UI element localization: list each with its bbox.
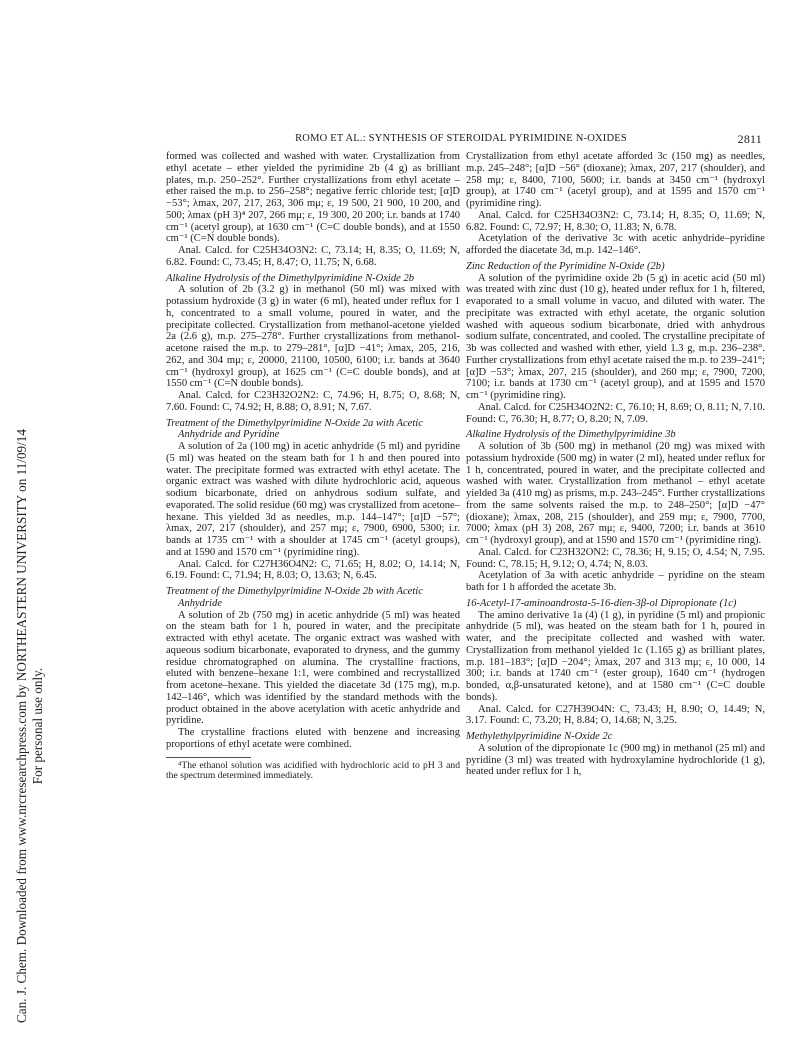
paragraph: A solution of the pyrimidine oxide 2b (5 g) in acetic acid (50 ml) was treated with zinc dust (10 g), heated under reflux for 1 h, filtered, evaporated to a small volume in vacuo, and diluted with water. The precipitate was extracted with ethyl acetate, the organic solution washed with aqueous sodium bicarbonate, dried with anhydrous sodium sulfate, concentrated, and cooled. The crystalline precipitate of 3b was collected and washed with ether, yield 1.3 g, m.p. 236–238°. Further crystallizations from ethyl acetate raised the m.p. to 239–241°; [α]D −53°; λmax, 207, 215 (shoulder), and 260 mμ; ε, 7900, 7200, 7100; i.r. bands at 1730 cm⁻¹ (acetyl group), and at 1595 and 1570 cm⁻¹ (pyrimidine ring).	[466, 272, 765, 401]
footnote-divider	[166, 757, 251, 758]
section-heading: Treatment of the Dimethylpyrimidine N-Oxide 2b with Acetic Anhydride	[166, 586, 423, 609]
running-header	[160, 133, 762, 151]
paragraph: formed was collected and washed with water. Crystallization from ethyl acetate – ether yielded the pyrimidine 2b (4 g) as brilliant plates, m.p. 250–252°. Further crystallizations from ethyl acetate – ether raised the m.p. to 256–258°; negative ferric chloride test; [α]D −53°; λmax, 207, 217, 263, 306 mμ; ε, 19 500, 21 900, 10 200, and 500; λmax (pH 3)⁴ 207, 266 mμ; ε, 19 300, 20 200; i.r. bands at 1740 cm⁻¹ (acetyl group), at 1630 cm⁻¹ (C=C double bonds), and at 1550 cm⁻¹ (C=N double bonds).	[166, 151, 460, 245]
section-heading: Treatment of the Dimethylpyrimidine N-Oxide 2a with Acetic Anhydride and Pyridine	[166, 417, 423, 441]
paragraph: The crystalline fractions eluted with benzene and increasing proportions of ethyl acetate were combined.	[166, 727, 460, 750]
footnote: ⁴The ethanol solution was acidified with hydrochloric acid to pH 3 and the spectrum determined immediately.	[166, 759, 460, 782]
paragraph: The amino derivative 1a (4) (1 g), in pyridine (5 ml) and propionic anhydride (5 ml), was heated on the steam bath for 1 h, poured in water, and the precipitate collected and washed with water. Crystallization from methanol yielded 1c (1.165 g) as brilliant plates, m.p. 181–183°; [α]D −204°; λmax, 207 and 313 mμ; ε, 10 000, 14 300; i.r. bands at 1740 cm⁻¹ (ester group), 1640 cm⁻¹ (hydrogen bonded, α,β-unsaturated ketone), and at 1580 cm⁻¹ (C=C double bonds).	[466, 609, 765, 703]
paragraph: A solution of the dipropionate 1c (900 mg) in methanol (25 ml) and pyridine (3 ml) was treated with hydroxylamine hydrochloride (1 g), heated under reflux for 1 h,	[466, 742, 765, 778]
section-heading: Zinc Reduction of the Pyrimidine N-Oxide (2b)	[466, 260, 665, 272]
paragraph: A solution of 2b (3.2 g) in methanol (50 ml) was mixed with potassium hydroxide (3 g) in water (6 ml), heated under reflux for 1 h, concentrated to a small volume, poured in water, and the precipitate collected. Crystallization from methanol-acetone yielded 2a (2.6 g), m.p. 275–278°. Further crystallizations from methanol-acetone raised the m.p. to 279–281°, [α]D −41°; λmax, 205, 216, 262, and 304 mμ; ε, 20000, 21100, 10500, 6100; i.r. bands at 3640 cm⁻¹ (hydroxyl group), at 1625 cm⁻¹ (C=C double bonds), and at 1550 cm⁻¹ (C=N double bonds).	[166, 284, 460, 390]
paragraph: A solution of 3b (500 mg) in methanol (20 mg) was mixed with potassium hydroxide (500 mg) in water (2 ml), heated under reflux for 1 h, concentrated, poured in water, and the precipitate collected and washed with water. Crystallization from methanol – ethyl acetate yielded 3a (410 mg) as prisms, m.p. 243–245°. Further crystallizations from the same solvents raised the m.p. to 248–250°; [α]D −47° (dioxane); λmax, 208, 215 (shoulder), and 259 mμ; ε, 7900, 7700, 7000; λmax (pH 3) 208, 267 mμ; ε, 9400, 7200; i.r. bands at 3610 cm⁻¹ (hydroxyl group), and at 1590 and 1570 cm⁻¹ (pyrimidine ring).	[466, 441, 765, 546]
paragraph: Acetylation of 3a with acetic anhydride – pyridine on the steam bath for 1 h afforded the acetate 3b.	[466, 570, 765, 593]
section-heading: 16-Acetyl-17-aminoandrosta-5-16-dien-3β-ol Dipropionate (1c)	[466, 597, 737, 609]
analysis-paragraph: Anal. Calcd. for C27H36O4N2: C, 71.65; H, 8.02; O, 14.14; N, 6.19. Found: C, 71.94; H, 8.03; O, 13.63; N, 6.45.	[166, 558, 460, 582]
download-notice-line2: For personal use only.	[30, 667, 45, 785]
download-notice-line1: Can. J. Chem. Downloaded from www.nrcresearchpress.com by NORTHEASTERN UNIVERSITY on 11/09/14	[14, 429, 29, 1024]
analysis-paragraph: Anal. Calcd. for C25H34O3N2: C, 73.14; H, 8.35; O, 11.69; N, 6.82. Found: C, 73.45; H, 8.47; O, 11.75; N, 6.68.	[166, 245, 460, 268]
analysis-paragraph: Anal. Calcd. for C23H32ON2: C, 78.36; H, 9.15; O, 4.54; N, 7.95. Found: C, 78.15; H, 9.12; O, 4.74; N, 8.03.	[466, 546, 765, 570]
section-heading: Alkaline Hydrolysis of the Dimethylpyrimidine 3b	[466, 429, 676, 441]
section-heading: Methylethylpyrimidine N-Oxide 2c	[466, 731, 613, 742]
paragraph: Acetylation of the derivative 3c with acetic anhydride–pyridine afforded the diacetate 3d, m.p. 142–146°.	[466, 233, 765, 256]
analysis-paragraph: Anal. Calcd. for C27H39O4N: C, 73.43; H, 8.90; O, 14.49; N, 3.17. Found: C, 73.20; H, 8.84; O, 14.68; N, 3.25.	[466, 703, 765, 727]
analysis-paragraph: Anal. Calcd. for C23H32O2N2: C, 74.96; H, 8.75; O, 8.68; N, 7.60. Found: C, 74.92; H, 8.88; O, 8.91; N, 7.67.	[166, 390, 460, 413]
page-number: 2811	[737, 132, 762, 146]
running-title: ROMO ET AL.: SYNTHESIS OF STEROIDAL PYRIMIDINE N-OXIDES	[295, 133, 627, 144]
paragraph: Crystallization from ethyl acetate afforded 3c (150 mg) as needles, m.p. 245–248°; [α]D −56° (dioxane); λmax, 207, 217 (shoulder), and 258 mμ; ε, 8400, 7100, 5600; i.r. bands at 3450 cm⁻¹ (hydroxyl group), at 1740 cm⁻¹ (acetyl group), and at 1595 and 1570 cm⁻¹ (pyrimidine ring).	[466, 151, 765, 209]
paragraph: A solution of 2b (750 mg) in acetic anhydride (5 ml) was heated on the steam bath for 1 h, poured in water, and the precipitate extracted with ethyl acetate. The organic extract was washed with aqueous sodium bicarbonate, evaporated to dryness, and the gummy residue chromatographed on alumina. The crystalline fractions, eluted with benzene–hexane 1:1, were combined and recrystallized from acetone–hexane. This yielded the diacetate 3d (175 mg), m.p. 142–146°, which was identified by the standard methods with the product obtained in the above acetylation with acetic anhydride and pyridine.	[166, 609, 460, 727]
paragraph: A solution of 2a (100 mg) in acetic anhydride (5 ml) and pyridine (5 ml) was heated on the steam bath for 1 h and then poured into water. The precipitate formed was extracted with ethyl acetate. The organic extract was washed with dilute hydrochloric acid, aqueous sodium bicarbonate, dried on anhydrous sodium sulfate, and evaporated. The solid residue (60 mg) was crystallized from acetone–hexane. This yielded 3d as needles, m.p. 144–147°; [α]D −57°; λmax, 207, 217 (shoulder), and 257 mμ; ε, 7900, 6900, 5300; i.r. bands at 1735 cm⁻¹ with a shoulder at 1745 cm⁻¹ (acetyl groups), and at 1590 and 1570 cm⁻¹ (pyrimidine ring).	[166, 441, 460, 558]
download-notice-sidebar	[10, 410, 45, 1050]
section-heading: Alkaline Hydrolysis of the Dimethylpyrimidine N-Oxide 2b	[166, 272, 414, 284]
right-column	[466, 151, 765, 778]
left-column	[166, 151, 460, 782]
analysis-paragraph: Anal. Calcd. for C25H34O3N2: C, 73.14; H, 8.35; O, 11.69; N, 6.82. Found: C, 72.97; H, 8.30; O, 11.83; N, 6.78.	[466, 209, 765, 233]
analysis-paragraph: Anal. Calcd. for C25H34O2N2: C, 76.10; H, 8.69; O, 8.11; N, 7.10. Found: C, 76.30; H, 8.77; O, 8.20; N, 7.09.	[466, 401, 765, 425]
